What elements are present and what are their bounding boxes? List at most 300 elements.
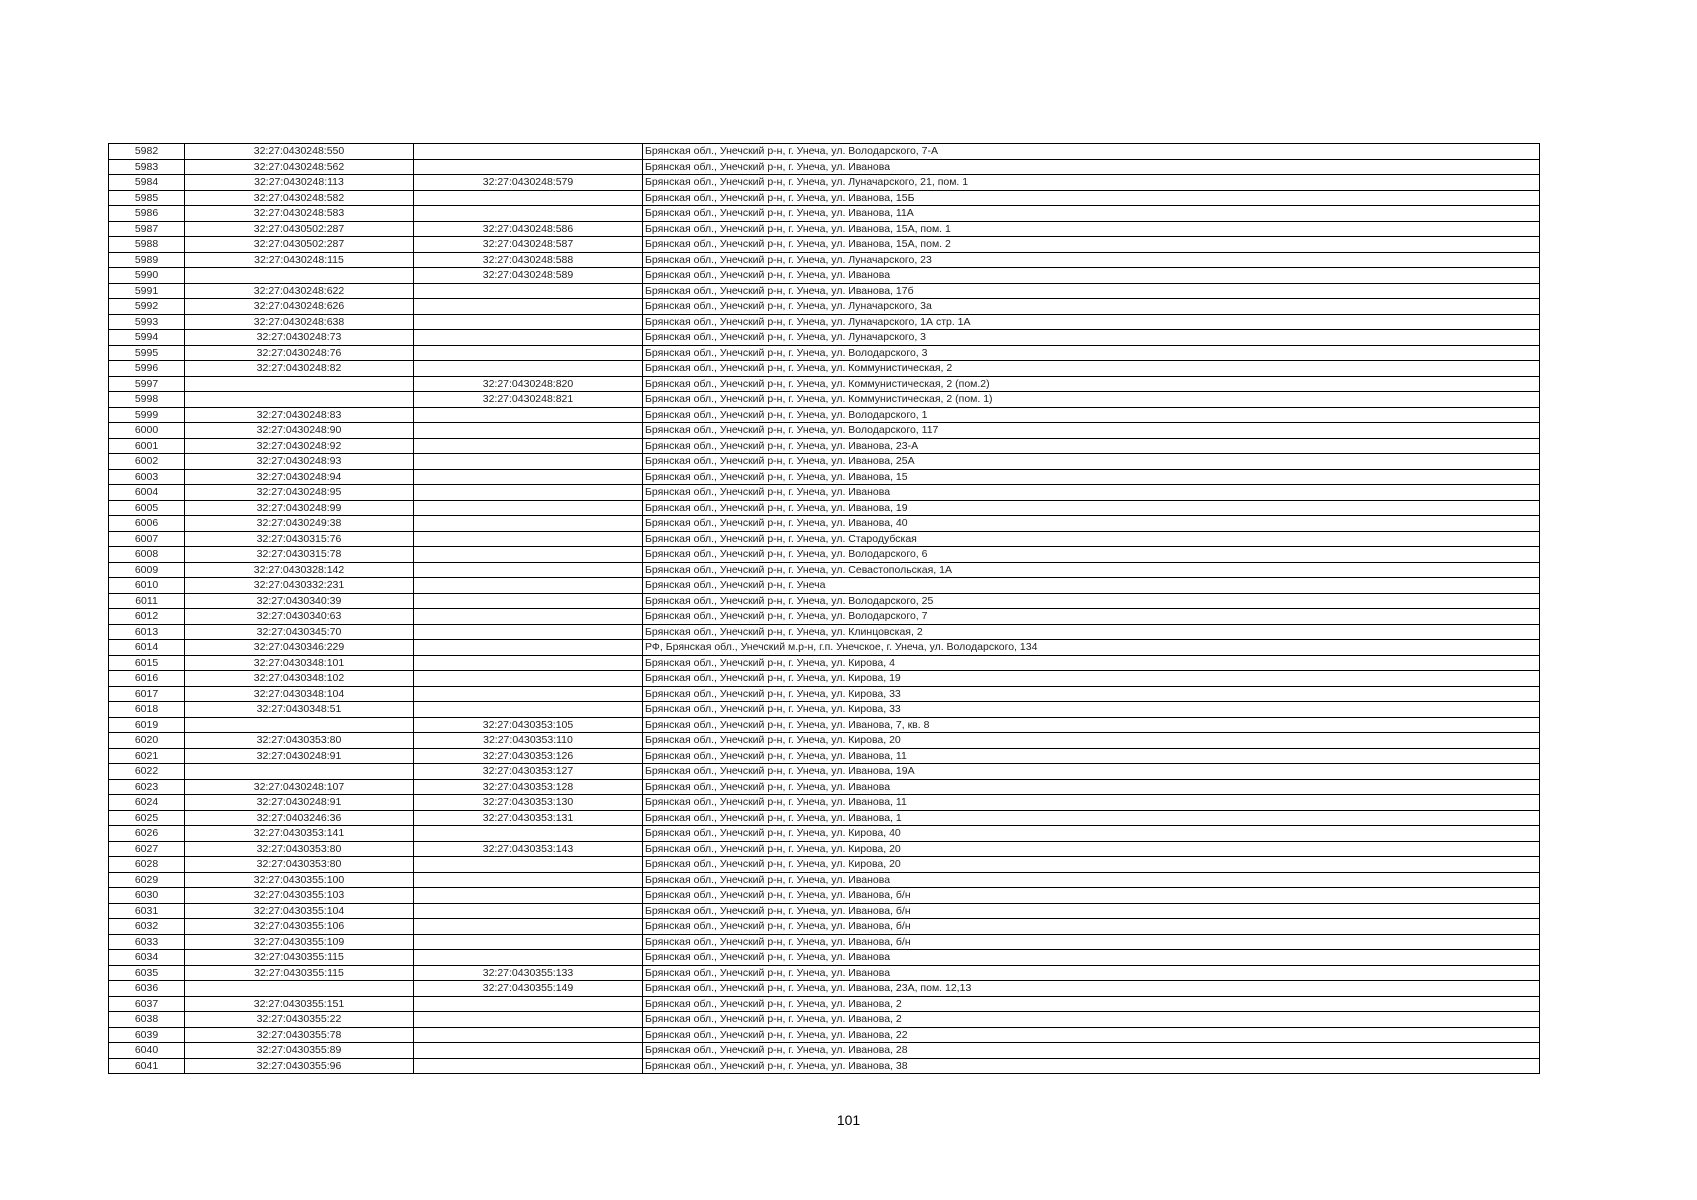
related-cadastral-number-cell (414, 872, 643, 888)
row-number-cell: 6027 (109, 841, 185, 857)
table-row (109, 764, 1540, 780)
table-row (109, 206, 1540, 222)
cadastral-number-cell: 32:27:0430353:141 (185, 826, 414, 842)
related-cadastral-number-cell (414, 531, 643, 547)
cadastral-number-cell: 32:27:0430248:91 (185, 748, 414, 764)
address-cell: Брянская обл., Унечский р-н, г. Унеча, ул. Иванова, 28 (643, 1043, 1540, 1059)
address-cell: Брянская обл., Унечский р-н, г. Унеча, ул. Иванова, 19А (643, 764, 1540, 780)
related-cadastral-number-cell (414, 423, 643, 439)
row-number-cell: 6023 (109, 779, 185, 795)
related-cadastral-number-cell: 32:27:0430248:586 (414, 221, 643, 237)
row-number-cell: 6012 (109, 609, 185, 625)
cadastral-number-cell: 32:27:0430248:562 (185, 159, 414, 175)
table-row (109, 314, 1540, 330)
table-row (109, 593, 1540, 609)
cadastral-number-cell: 32:27:0430248:638 (185, 314, 414, 330)
cadastral-number-cell: 32:27:0403246:36 (185, 810, 414, 826)
registry-table-body (109, 144, 1540, 1074)
row-number-cell: 6034 (109, 950, 185, 966)
related-cadastral-number-cell (414, 903, 643, 919)
cadastral-number-cell: 32:27:0430502:287 (185, 237, 414, 253)
related-cadastral-number-cell (414, 283, 643, 299)
row-number-cell: 6004 (109, 485, 185, 501)
row-number-cell: 6010 (109, 578, 185, 594)
table-row (109, 826, 1540, 842)
table-row (109, 733, 1540, 749)
address-cell: Брянская обл., Унечский р-н, г. Унеча, ул. Кирова, 20 (643, 857, 1540, 873)
address-cell: Брянская обл., Унечский р-н, г. Унеча, ул. Иванова, 23-А (643, 438, 1540, 454)
address-cell: Брянская обл., Унечский р-н, г. Унеча, ул. Луначарского, 3 (643, 330, 1540, 346)
row-number-cell: 6007 (109, 531, 185, 547)
table-row (109, 376, 1540, 392)
address-cell: Брянская обл., Унечский р-н, г. Унеча, ул. Иванова, 19 (643, 500, 1540, 516)
cadastral-number-cell: 32:27:0430248:92 (185, 438, 414, 454)
cadastral-number-cell: 32:27:0430355:151 (185, 996, 414, 1012)
cadastral-number-cell: 32:27:0430248:583 (185, 206, 414, 222)
related-cadastral-number-cell: 32:27:0430355:133 (414, 965, 643, 981)
related-cadastral-number-cell (414, 407, 643, 423)
cadastral-number-cell: 32:27:0430248:622 (185, 283, 414, 299)
table-row (109, 903, 1540, 919)
address-cell: Брянская обл., Унечский р-н, г. Унеча, ул. Иванова, 22 (643, 1027, 1540, 1043)
related-cadastral-number-cell (414, 640, 643, 656)
cadastral-number-cell: 32:27:0430248:83 (185, 407, 414, 423)
cadastral-number-cell: 32:27:0430248:582 (185, 190, 414, 206)
row-number-cell: 6040 (109, 1043, 185, 1059)
cadastral-number-cell: 32:27:0430348:104 (185, 686, 414, 702)
table-row (109, 547, 1540, 563)
table-row (109, 1027, 1540, 1043)
address-cell: Брянская обл., Унечский р-н, г. Унеча, ул. Кирова, 33 (643, 686, 1540, 702)
related-cadastral-number-cell (414, 919, 643, 935)
cadastral-number-cell: 32:27:0430346:229 (185, 640, 414, 656)
address-cell: Брянская обл., Унечский р-н, г. Унеча, ул. Кирова, 40 (643, 826, 1540, 842)
row-number-cell: 6015 (109, 655, 185, 671)
table-row (109, 671, 1540, 687)
related-cadastral-number-cell: 32:27:0430248:821 (414, 392, 643, 408)
address-cell: Брянская обл., Унечский р-н, г. Унеча, ул. Иванова (643, 872, 1540, 888)
address-cell: Брянская обл., Унечский р-н, г. Унеча, ул. Иванова, 17б (643, 283, 1540, 299)
row-number-cell: 5999 (109, 407, 185, 423)
address-cell: Брянская обл., Унечский р-н, г. Унеча, ул. Коммунистическая, 2 (пом.2) (643, 376, 1540, 392)
address-cell: Брянская обл., Унечский р-н, г. Унеча, ул. Иванова (643, 485, 1540, 501)
table-row (109, 407, 1540, 423)
row-number-cell: 5991 (109, 283, 185, 299)
table-row (109, 841, 1540, 857)
row-number-cell: 6000 (109, 423, 185, 439)
row-number-cell: 5990 (109, 268, 185, 284)
row-number-cell: 6026 (109, 826, 185, 842)
table-row (109, 702, 1540, 718)
table-row (109, 485, 1540, 501)
address-cell: Брянская обл., Унечский р-н, г. Унеча, ул. Клинцовская, 2 (643, 624, 1540, 640)
table-row (109, 345, 1540, 361)
row-number-cell: 5997 (109, 376, 185, 392)
cadastral-number-cell (185, 268, 414, 284)
table-row (109, 237, 1540, 253)
row-number-cell: 5983 (109, 159, 185, 175)
related-cadastral-number-cell (414, 330, 643, 346)
row-number-cell: 6001 (109, 438, 185, 454)
cadastral-number-cell: 32:27:0430249:38 (185, 516, 414, 532)
table-row (109, 795, 1540, 811)
related-cadastral-number-cell: 32:27:0430248:589 (414, 268, 643, 284)
row-number-cell: 6035 (109, 965, 185, 981)
cadastral-number-cell: 32:27:0430355:104 (185, 903, 414, 919)
cadastral-number-cell: 32:27:0430355:96 (185, 1058, 414, 1074)
address-cell: Брянская обл., Унечский р-н, г. Унеча, ул. Иванова, б/н (643, 903, 1540, 919)
table-row (109, 268, 1540, 284)
table-row (109, 578, 1540, 594)
table-row (109, 469, 1540, 485)
address-cell: Брянская обл., Унечский р-н, г. Унеча, ул. Володарского, 6 (643, 547, 1540, 563)
row-number-cell: 6041 (109, 1058, 185, 1074)
cadastral-number-cell: 32:27:0430348:102 (185, 671, 414, 687)
table-row (109, 686, 1540, 702)
table-row (109, 454, 1540, 470)
cadastral-number-cell: 32:27:0430248:94 (185, 469, 414, 485)
address-cell: РФ, Брянская обл., Унечский м.р-н, г.п. Унечское, г. Унеча, ул. Володарского, 134 (643, 640, 1540, 656)
row-number-cell: 6033 (109, 934, 185, 950)
cadastral-number-cell: 32:27:0430248:107 (185, 779, 414, 795)
related-cadastral-number-cell (414, 469, 643, 485)
cadastral-number-cell: 32:27:0430502:287 (185, 221, 414, 237)
related-cadastral-number-cell: 32:27:0430353:130 (414, 795, 643, 811)
row-number-cell: 6009 (109, 562, 185, 578)
address-cell: Брянская обл., Унечский р-н, г. Унеча, ул. Севастопольская, 1А (643, 562, 1540, 578)
table-row (109, 330, 1540, 346)
related-cadastral-number-cell (414, 345, 643, 361)
related-cadastral-number-cell (414, 144, 643, 160)
address-cell: Брянская обл., Унечский р-н, г. Унеча, ул. Володарского, 25 (643, 593, 1540, 609)
address-cell: Брянская обл., Унечский р-н, г. Унеча, ул. Кирова, 19 (643, 671, 1540, 687)
related-cadastral-number-cell (414, 686, 643, 702)
table-row (109, 872, 1540, 888)
address-cell: Брянская обл., Унечский р-н, г. Унеча, ул. Кирова, 20 (643, 733, 1540, 749)
row-number-cell: 6028 (109, 857, 185, 873)
table-row (109, 531, 1540, 547)
cadastral-number-cell: 32:27:0430248:550 (185, 144, 414, 160)
cadastral-number-cell: 32:27:0430355:103 (185, 888, 414, 904)
table-row (109, 934, 1540, 950)
table-row (109, 810, 1540, 826)
related-cadastral-number-cell (414, 314, 643, 330)
row-number-cell: 6017 (109, 686, 185, 702)
row-number-cell: 6032 (109, 919, 185, 935)
row-number-cell: 5984 (109, 175, 185, 191)
cadastral-number-cell (185, 981, 414, 997)
address-cell: Брянская обл., Унечский р-н, г. Унеча, ул. Иванова, б/н (643, 888, 1540, 904)
table-row (109, 950, 1540, 966)
cadastral-number-cell: 32:27:0430348:101 (185, 655, 414, 671)
address-cell: Брянская обл., Унечский р-н, г. Унеча, ул. Иванова, 2 (643, 1012, 1540, 1028)
address-cell: Брянская обл., Унечский р-н, г. Унеча, ул. Кирова, 20 (643, 841, 1540, 857)
table-row (109, 190, 1540, 206)
cadastral-number-cell: 32:27:0430355:115 (185, 950, 414, 966)
row-number-cell: 5989 (109, 252, 185, 268)
row-number-cell: 6011 (109, 593, 185, 609)
table-row (109, 717, 1540, 733)
table-row (109, 516, 1540, 532)
table-row (109, 888, 1540, 904)
address-cell: Брянская обл., Унечский р-н, г. Унеча, ул. Иванова, 40 (643, 516, 1540, 532)
related-cadastral-number-cell: 32:27:0430248:579 (414, 175, 643, 191)
cadastral-number-cell: 32:27:0430248:93 (185, 454, 414, 470)
address-cell: Брянская обл., Унечский р-н, г. Унеча, ул. Иванова, 25А (643, 454, 1540, 470)
row-number-cell: 6006 (109, 516, 185, 532)
cadastral-number-cell: 32:27:0430328:142 (185, 562, 414, 578)
row-number-cell: 5986 (109, 206, 185, 222)
cadastral-number-cell: 32:27:0430355:115 (185, 965, 414, 981)
cadastral-number-cell: 32:27:0430340:39 (185, 593, 414, 609)
cadastral-number-cell: 32:27:0430355:89 (185, 1043, 414, 1059)
related-cadastral-number-cell (414, 996, 643, 1012)
page-number: 101 (836, 1112, 861, 1128)
table-row (109, 624, 1540, 640)
address-cell: Брянская обл., Унечский р-н, г. Унеча, ул. Луначарского, 23 (643, 252, 1540, 268)
row-number-cell: 6029 (109, 872, 185, 888)
related-cadastral-number-cell (414, 516, 643, 532)
related-cadastral-number-cell: 32:27:0430248:587 (414, 237, 643, 253)
related-cadastral-number-cell: 32:27:0430353:128 (414, 779, 643, 795)
table-row (109, 981, 1540, 997)
table-row (109, 144, 1540, 160)
address-cell: Брянская обл., Унечский р-н, г. Унеча, ул. Иванова (643, 950, 1540, 966)
address-cell: Брянская обл., Унечский р-н, г. Унеча, ул. Луначарского, 3а (643, 299, 1540, 315)
address-cell: Брянская обл., Унечский р-н, г. Унеча, ул. Володарского, 7 (643, 609, 1540, 625)
cadastral-number-cell: 32:27:0430315:76 (185, 531, 414, 547)
address-cell: Брянская обл., Унечский р-н, г. Унеча, ул. Иванова, 11 (643, 795, 1540, 811)
address-cell: Брянская обл., Унечский р-н, г. Унеча, ул. Иванова, 15А, пом. 2 (643, 237, 1540, 253)
address-cell: Брянская обл., Унечский р-н, г. Унеча, ул. Луначарского, 1А стр. 1А (643, 314, 1540, 330)
table-row (109, 283, 1540, 299)
cadastral-number-cell: 32:27:0430248:73 (185, 330, 414, 346)
row-number-cell: 5994 (109, 330, 185, 346)
row-number-cell: 6003 (109, 469, 185, 485)
table-row (109, 299, 1540, 315)
related-cadastral-number-cell (414, 206, 643, 222)
related-cadastral-number-cell (414, 299, 643, 315)
related-cadastral-number-cell (414, 1043, 643, 1059)
address-cell: Брянская обл., Унечский р-н, г. Унеча, ул. Иванова, 15А, пом. 1 (643, 221, 1540, 237)
related-cadastral-number-cell (414, 1027, 643, 1043)
cadastral-number-cell: 32:27:0430355:22 (185, 1012, 414, 1028)
row-number-cell: 6039 (109, 1027, 185, 1043)
table-row (109, 562, 1540, 578)
address-cell: Брянская обл., Унечский р-н, г. Унеча, ул. Иванова, б/н (643, 934, 1540, 950)
table-row (109, 252, 1540, 268)
cadastral-number-cell: 32:27:0430248:115 (185, 252, 414, 268)
address-cell: Брянская обл., Унечский р-н, г. Унеча, ул. Иванова, 1 (643, 810, 1540, 826)
row-number-cell: 5992 (109, 299, 185, 315)
address-cell: Брянская обл., Унечский р-н, г. Унеча, ул. Иванова, 11А (643, 206, 1540, 222)
address-cell: Брянская обл., Унечский р-н, г. Унеча, ул. Иванова, 2 (643, 996, 1540, 1012)
table-row (109, 221, 1540, 237)
row-number-cell: 5985 (109, 190, 185, 206)
cadastral-number-cell: 32:27:0430248:82 (185, 361, 414, 377)
related-cadastral-number-cell (414, 655, 643, 671)
table-row (109, 500, 1540, 516)
address-cell: Брянская обл., Унечский р-н, г. Унеча, ул. Кирова, 33 (643, 702, 1540, 718)
cadastral-number-cell (185, 392, 414, 408)
table-row (109, 1043, 1540, 1059)
related-cadastral-number-cell (414, 485, 643, 501)
row-number-cell: 6008 (109, 547, 185, 563)
address-cell: Брянская обл., Унечский р-н, г. Унеча, ул. Иванова, 15Б (643, 190, 1540, 206)
address-cell: Брянская обл., Унечский р-н, г. Унеча, ул. Луначарского, 21, пом. 1 (643, 175, 1540, 191)
related-cadastral-number-cell (414, 593, 643, 609)
table-row (109, 438, 1540, 454)
related-cadastral-number-cell: 32:27:0430353:110 (414, 733, 643, 749)
cadastral-number-cell: 32:27:0430355:106 (185, 919, 414, 935)
related-cadastral-number-cell (414, 609, 643, 625)
related-cadastral-number-cell (414, 159, 643, 175)
address-cell: Брянская обл., Унечский р-н, г. Унеча, ул. Иванова (643, 268, 1540, 284)
related-cadastral-number-cell (414, 671, 643, 687)
related-cadastral-number-cell: 32:27:0430353:126 (414, 748, 643, 764)
row-number-cell: 6002 (109, 454, 185, 470)
cadastral-number-cell: 32:27:0430345:70 (185, 624, 414, 640)
related-cadastral-number-cell (414, 826, 643, 842)
address-cell: Брянская обл., Унечский р-н, г. Унеча, ул. Володарского, 7-А (643, 144, 1540, 160)
table-row (109, 655, 1540, 671)
cadastral-number-cell: 32:27:0430315:78 (185, 547, 414, 563)
row-number-cell: 5998 (109, 392, 185, 408)
table-row (109, 857, 1540, 873)
related-cadastral-number-cell (414, 888, 643, 904)
table-row (109, 361, 1540, 377)
cadastral-number-cell: 32:27:0430248:91 (185, 795, 414, 811)
related-cadastral-number-cell (414, 578, 643, 594)
cadastral-number-cell: 32:27:0430355:78 (185, 1027, 414, 1043)
row-number-cell: 5987 (109, 221, 185, 237)
row-number-cell: 6030 (109, 888, 185, 904)
related-cadastral-number-cell (414, 454, 643, 470)
row-number-cell: 5996 (109, 361, 185, 377)
related-cadastral-number-cell (414, 500, 643, 516)
cadastral-number-cell: 32:27:0430248:113 (185, 175, 414, 191)
cadastral-number-cell: 32:27:0430353:80 (185, 733, 414, 749)
address-cell: Брянская обл., Унечский р-н, г. Унеча, ул. Стародубская (643, 531, 1540, 547)
address-cell: Брянская обл., Унечский р-н, г. Унеча, ул. Иванова, 7, кв. 8 (643, 717, 1540, 733)
related-cadastral-number-cell (414, 438, 643, 454)
table-row (109, 965, 1540, 981)
row-number-cell: 6020 (109, 733, 185, 749)
related-cadastral-number-cell (414, 361, 643, 377)
row-number-cell: 6016 (109, 671, 185, 687)
address-cell: Брянская обл., Унечский р-н, г. Унеча, ул. Коммунистическая, 2 (пом. 1) (643, 392, 1540, 408)
row-number-cell: 6036 (109, 981, 185, 997)
cadastral-number-cell: 32:27:0430248:99 (185, 500, 414, 516)
row-number-cell: 6038 (109, 1012, 185, 1028)
row-number-cell: 6022 (109, 764, 185, 780)
table-row (109, 779, 1540, 795)
address-cell: Брянская обл., Унечский р-н, г. Унеча, ул. Володарского, 117 (643, 423, 1540, 439)
table-row (109, 423, 1540, 439)
cadastral-number-cell: 32:27:0430355:109 (185, 934, 414, 950)
address-cell: Брянская обл., Унечский р-н, г. Унеча, ул. Володарского, 3 (643, 345, 1540, 361)
row-number-cell: 5988 (109, 237, 185, 253)
row-number-cell: 5993 (109, 314, 185, 330)
table-row (109, 919, 1540, 935)
row-number-cell: 6019 (109, 717, 185, 733)
related-cadastral-number-cell: 32:27:0430353:131 (414, 810, 643, 826)
table-row (109, 609, 1540, 625)
related-cadastral-number-cell (414, 1058, 643, 1074)
cadastral-number-cell: 32:27:0430348:51 (185, 702, 414, 718)
address-cell: Брянская обл., Унечский р-н, г. Унеча, ул. Иванова (643, 965, 1540, 981)
cadastral-number-cell: 32:27:0430353:80 (185, 857, 414, 873)
row-number-cell: 6024 (109, 795, 185, 811)
table-row (109, 159, 1540, 175)
related-cadastral-number-cell: 32:27:0430248:820 (414, 376, 643, 392)
cadastral-number-cell: 32:27:0430355:100 (185, 872, 414, 888)
cadastral-number-cell (185, 717, 414, 733)
address-cell: Брянская обл., Унечский р-н, г. Унеча, ул. Иванова, 11 (643, 748, 1540, 764)
row-number-cell: 6014 (109, 640, 185, 656)
row-number-cell: 6013 (109, 624, 185, 640)
table-row (109, 1012, 1540, 1028)
row-number-cell: 5982 (109, 144, 185, 160)
related-cadastral-number-cell: 32:27:0430353:105 (414, 717, 643, 733)
related-cadastral-number-cell (414, 857, 643, 873)
cadastral-number-cell: 32:27:0430353:80 (185, 841, 414, 857)
row-number-cell: 6021 (109, 748, 185, 764)
registry-table (108, 143, 1540, 1074)
address-cell: Брянская обл., Унечский р-н, г. Унеча (643, 578, 1540, 594)
row-number-cell: 5995 (109, 345, 185, 361)
address-cell: Брянская обл., Унечский р-н, г. Унеча, ул. Иванова (643, 779, 1540, 795)
address-cell: Брянская обл., Унечский р-н, г. Унеча, ул. Иванова, 38 (643, 1058, 1540, 1074)
row-number-cell: 6037 (109, 996, 185, 1012)
related-cadastral-number-cell (414, 547, 643, 563)
table-row (109, 392, 1540, 408)
table-row (109, 640, 1540, 656)
related-cadastral-number-cell: 32:27:0430355:149 (414, 981, 643, 997)
related-cadastral-number-cell (414, 702, 643, 718)
row-number-cell: 6005 (109, 500, 185, 516)
cadastral-number-cell: 32:27:0430248:90 (185, 423, 414, 439)
address-cell: Брянская обл., Унечский р-н, г. Унеча, ул. Иванова, б/н (643, 919, 1540, 935)
related-cadastral-number-cell (414, 190, 643, 206)
table-row (109, 1058, 1540, 1074)
address-cell: Брянская обл., Унечский р-н, г. Унеча, ул. Иванова, 15 (643, 469, 1540, 485)
table-row (109, 748, 1540, 764)
cadastral-number-cell: 32:27:0430248:626 (185, 299, 414, 315)
row-number-cell: 6031 (109, 903, 185, 919)
related-cadastral-number-cell (414, 562, 643, 578)
related-cadastral-number-cell: 32:27:0430353:127 (414, 764, 643, 780)
related-cadastral-number-cell (414, 950, 643, 966)
related-cadastral-number-cell: 32:27:0430248:588 (414, 252, 643, 268)
row-number-cell: 6018 (109, 702, 185, 718)
cadastral-number-cell: 32:27:0430248:76 (185, 345, 414, 361)
cadastral-number-cell: 32:27:0430340:63 (185, 609, 414, 625)
address-cell: Брянская обл., Унечский р-н, г. Унеча, ул. Иванова (643, 159, 1540, 175)
cadastral-number-cell: 32:27:0430248:95 (185, 485, 414, 501)
address-cell: Брянская обл., Унечский р-н, г. Унеча, ул. Иванова, 23А, пом. 12,13 (643, 981, 1540, 997)
address-cell: Брянская обл., Унечский р-н, г. Унеча, ул. Володарского, 1 (643, 407, 1540, 423)
table-row (109, 175, 1540, 191)
related-cadastral-number-cell (414, 934, 643, 950)
cadastral-number-cell (185, 764, 414, 780)
related-cadastral-number-cell: 32:27:0430353:143 (414, 841, 643, 857)
row-number-cell: 6025 (109, 810, 185, 826)
address-cell: Брянская обл., Унечский р-н, г. Унеча, ул. Кирова, 4 (643, 655, 1540, 671)
cadastral-number-cell (185, 376, 414, 392)
table-row (109, 996, 1540, 1012)
related-cadastral-number-cell (414, 624, 643, 640)
